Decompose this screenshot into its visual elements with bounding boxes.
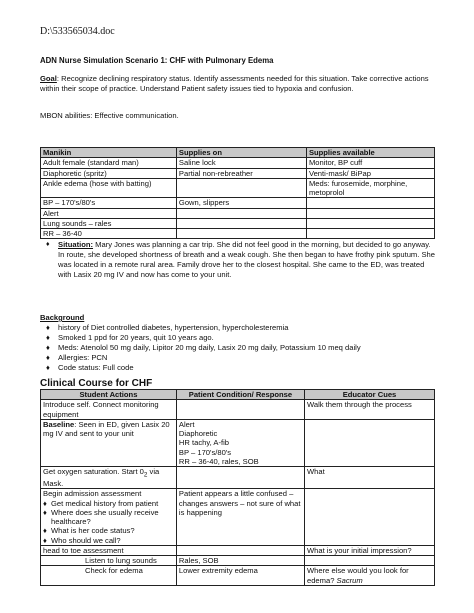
table-cell: Check for edema	[41, 566, 177, 586]
list-item	[46, 333, 361, 343]
condition-line: Diaphoretic	[178, 429, 218, 438]
condition-line: Alert	[178, 419, 195, 429]
table-row	[41, 467, 435, 489]
diamond-bullet-icon: ♦	[46, 343, 50, 353]
situation-text: Mary Jones was planning a car trip. She did not feel good in the morning, but decided to go anyway. In route, she developed shortness of breath and a weak cough. She then began to have frothy pink sputum. She was located in a remote rural area. Family drove her to the closest hospital. She came to the ED, was treated with Lasix 20 mg IV and now has come to your unit.	[58, 240, 435, 280]
table-cell: Meds: furosemide, morphine, metoprolol	[306, 178, 434, 198]
header-patient-condition: Patient Condition/ Response	[176, 390, 304, 400]
table-cell: Lung sounds – rales	[41, 218, 177, 228]
condition-line: RR – 36-40, rales, SOB	[178, 456, 259, 466]
list-item	[46, 353, 361, 363]
table-cell	[306, 229, 434, 239]
goal-text: : Recognize declining respiratory status. Identify assessments needed for this situation. Take corrective actions within their scope of practice. Understand Patient safety issues tied to hypoxia and confusion.	[40, 74, 429, 93]
table-cell: Partial non-rebreather	[176, 168, 306, 178]
assessment-list	[43, 499, 174, 545]
table-cell	[176, 400, 304, 420]
table-row	[41, 158, 435, 168]
background-list	[46, 323, 361, 373]
table-cell: Saline lock	[176, 158, 306, 168]
table-row	[41, 489, 435, 546]
table-cell	[176, 229, 306, 239]
table-cell: Lower extremity edema	[176, 566, 304, 586]
table-cell: Monitor, BP cuff	[306, 158, 434, 168]
table-cell	[41, 489, 177, 546]
list-item	[43, 508, 174, 527]
background-heading: Background	[40, 313, 85, 322]
list-item-text: What is her code status?	[51, 526, 135, 536]
diamond-bullet-icon: ♦	[43, 507, 47, 517]
situation-label: Situation:	[58, 240, 94, 249]
list-item	[46, 323, 361, 333]
list-item-text: Smoked 1 ppd for 20 years, quit 10 years ago.	[58, 333, 214, 343]
table-cell: RR – 36-40	[41, 229, 177, 239]
header-supplies-on: Supplies on	[176, 148, 306, 158]
emphasis-text: Sacrum	[336, 575, 363, 585]
table-cell	[304, 556, 434, 566]
table-row	[41, 556, 435, 566]
table-cell	[176, 467, 304, 489]
table-cell	[306, 218, 434, 228]
table-cell	[306, 208, 434, 218]
clinical-course-heading: Clinical Course for CHF	[40, 378, 153, 389]
table-cell: Walk them through the process	[304, 400, 434, 420]
table-cell: Alert	[41, 208, 177, 218]
header-supplies-available: Supplies available	[306, 148, 434, 158]
table-row	[41, 218, 435, 228]
diamond-bullet-icon: ♦	[43, 526, 47, 536]
table-cell: Venti-mask/ BiPap	[306, 168, 434, 178]
goal-label: Goal	[40, 74, 57, 83]
list-item-text: Where does she usually receive healthcare?	[51, 507, 159, 527]
list-item-text: Allergies: PCN	[58, 353, 108, 363]
list-item	[43, 526, 174, 535]
scenario-title: ADN Nurse Simulation Scenario 1: CHF with Pulmonary Edema	[40, 56, 274, 65]
header-student-actions: Student Actions	[41, 390, 177, 400]
list-item	[46, 363, 361, 373]
table-cell	[306, 198, 434, 208]
diamond-bullet-icon: ♦	[43, 535, 47, 545]
goal-paragraph	[40, 74, 435, 94]
table-cell	[304, 566, 434, 586]
header-educator-cues: Educator Cues	[304, 390, 434, 400]
supplies-header-row	[41, 148, 435, 158]
situation-paragraph	[46, 240, 438, 280]
table-cell	[176, 419, 304, 466]
table-row	[41, 208, 435, 218]
table-cell	[176, 178, 306, 198]
list-item-text: Meds: Atenolol 50 mg daily, Lipitor 20 mg daily, Lasix 20 mg daily, Potassium 10 meq daily	[58, 343, 361, 353]
supplies-table	[40, 147, 435, 239]
table-cell: What is your initial impression?	[304, 545, 434, 555]
list-item-text: Who should we call?	[51, 535, 121, 545]
table-cell: Ankle edema (hose with batting)	[41, 178, 177, 198]
table-cell	[304, 419, 434, 466]
cell-text: Where else would you look for edema?	[306, 566, 409, 585]
table-cell: BP – 170's/80's	[41, 198, 177, 208]
table-row	[41, 566, 435, 586]
list-item	[43, 499, 174, 508]
table-cell: Rales, SOB	[176, 556, 304, 566]
clinical-header-row	[41, 390, 435, 400]
table-cell: Patient appears a little confused – changes answers – not sure of what is happening	[176, 489, 304, 546]
condition-line: BP – 170's/80's	[178, 447, 232, 457]
subscript-text: 2	[143, 471, 148, 479]
table-row	[41, 198, 435, 208]
table-cell	[176, 208, 306, 218]
table-row	[41, 545, 435, 555]
diamond-bullet-icon: ♦	[46, 363, 50, 373]
table-row	[41, 168, 435, 178]
table-cell	[41, 419, 177, 466]
mbon-abilities: MBON abilities: Effective communication.	[40, 111, 179, 120]
table-cell: Adult female (standard man)	[41, 158, 177, 168]
table-row	[41, 419, 435, 466]
table-cell	[41, 467, 177, 489]
list-item	[46, 343, 361, 353]
document-path: D:\533565034.doc	[40, 26, 115, 37]
baseline-label: Baseline	[43, 419, 75, 429]
table-cell: Listen to lung sounds	[41, 556, 177, 566]
cell-text: via Mask.	[43, 467, 160, 489]
list-item-text: Code status: Full code	[58, 363, 134, 373]
list-item-text: Get medical history from patient	[51, 498, 159, 508]
cell-text: Get oxygen saturation. Start 0	[43, 467, 144, 476]
table-cell	[176, 545, 304, 555]
list-item-text: history of Diet controlled diabetes, hypertension, hypercholesteremia	[58, 323, 289, 332]
diamond-bullet-icon: ♦	[46, 333, 50, 343]
clinical-course-table	[40, 389, 435, 586]
table-cell: Introduce self. Connect monitoring equipment	[41, 400, 177, 420]
table-row	[41, 400, 435, 420]
baseline-text: : Seen in ED, given Lasix 20 mg IV and sent to your unit	[43, 419, 170, 438]
diamond-bullet-icon: ♦	[46, 323, 50, 332]
assessment-title: Begin admission assessment	[43, 489, 142, 499]
condition-line: HR tachy, A-fib	[178, 438, 229, 448]
table-row	[41, 229, 435, 239]
table-cell	[304, 489, 434, 546]
diamond-bullet-icon: ♦	[46, 241, 50, 248]
header-manikin: Manikin	[41, 148, 177, 158]
list-item	[43, 536, 174, 545]
table-cell: Gown, slippers	[176, 198, 306, 208]
table-row	[41, 178, 435, 198]
table-cell: What	[304, 467, 434, 489]
diamond-bullet-icon: ♦	[46, 353, 50, 363]
table-cell: head to toe assessment	[41, 545, 177, 555]
diamond-bullet-icon: ♦	[43, 498, 47, 508]
table-cell	[176, 218, 306, 228]
table-cell: Diaphoretic (spritz)	[41, 168, 177, 178]
